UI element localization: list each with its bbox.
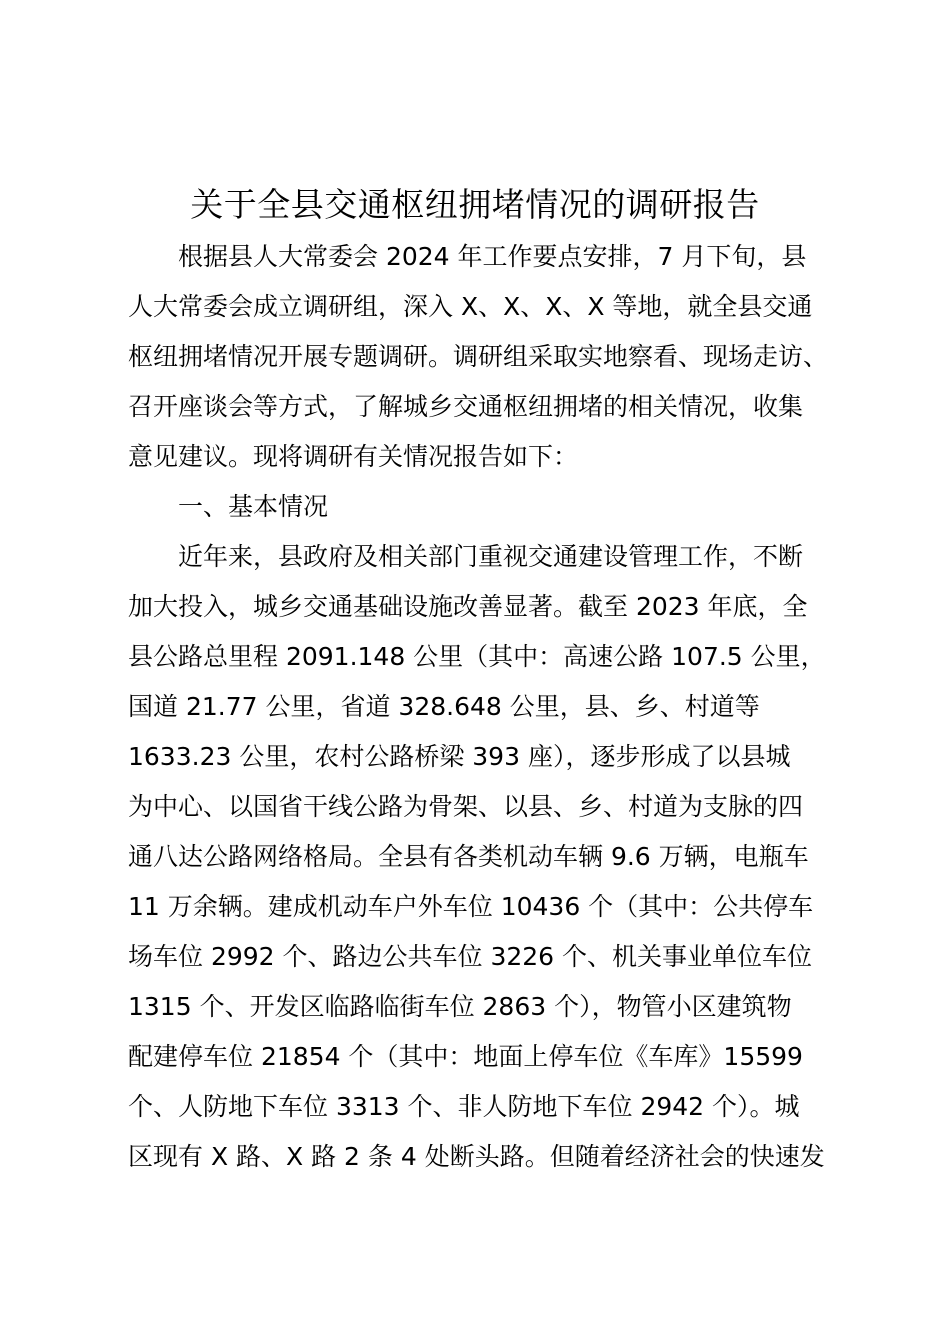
body-line: 配建停车位 21854 个（其中：地面上停车位《车库》15599 <box>128 1042 803 1071</box>
body-line: 近年来，县政府及相关部门重视交通建设管理工作，不断 <box>178 542 804 571</box>
body-line: 区现有 X 路、X 路 2 条 4 处断头路。但随着经济社会的快速发 <box>128 1142 825 1171</box>
body-line: 加大投入，城乡交通基础设施改善显著。截至 2023 年底，全 <box>128 592 808 621</box>
body-line: 根据县人大常委会 2024 年工作要点安排，7 月下旬，县 <box>178 242 807 271</box>
body-line: 通八达公路网络格局。全县有各类机动车辆 9.6 万辆，电瓶车 <box>128 842 809 871</box>
document-body <box>128 232 848 1182</box>
body-line: 为中心、以国省干线公路为骨架、以县、乡、村道为支脉的四 <box>128 792 804 821</box>
body-line: 国道 21.77 公里，省道 328.648 公里，县、乡、村道等 <box>128 692 760 721</box>
body-line: 场车位 2992 个、路边公共车位 3226 个、机关事业单位车位 <box>128 942 813 971</box>
body-line: 县公路总里程 2091.148 公里（其中：高速公路 107.5 公里， <box>128 642 826 671</box>
body-line: 1315 个、开发区临路临街车位 2863 个），物管小区建筑物 <box>128 992 792 1021</box>
body-line: 人大常委会成立调研组，深入 X、X、X、X 等地，就全县交通 <box>128 292 813 321</box>
body-line: 1633.23 公里，农村公路桥梁 393 座），逐步形成了以县城 <box>128 742 791 771</box>
body-line: 个、人防地下车位 3313 个、非人防地下车位 2942 个）。城 <box>128 1092 800 1121</box>
body-line: 召开座谈会等方式，了解城乡交通枢纽拥堵的相关情况，收集 <box>128 392 804 421</box>
document-title: 关于全县交通枢纽拥堵情况的调研报告 <box>190 185 760 224</box>
body-line: 意见建议。现将调研有关情况报告如下： <box>128 442 579 471</box>
body-line: 11 万余辆。建成机动车户外车位 10436 个（其中：公共停车 <box>128 892 814 921</box>
section-heading: 一、基本情况 <box>178 492 329 521</box>
body-line: 枢纽拥堵情况开展专题调研。调研组采取实地察看、现场走访、 <box>128 342 829 371</box>
